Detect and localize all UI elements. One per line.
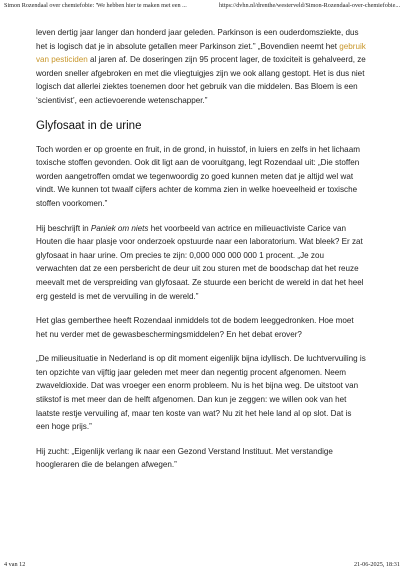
print-datetime: 21-06-2025, 18:31 <box>353 561 400 568</box>
article-paragraph: Toch worden er op groente en fruit, in de grond, in huisstof, in luiers en zelfs in het lichaam toxische stoffen gevonden. Ook dit ligt aan de vooruitgang, legt Rozendaal uit: „Die stoffen worden aangetroffen omdat we tegenwoordig zo goed kunnen meten dat je altijd wel wat vindt. We kunnen tot twaalf cijfers achter de komma zien in welke hoeveelheid er toxische stoffen voorkomen.” <box>36 144 360 208</box>
text-run: al jaren af. De doseringen zijn 95 procent lager, de toxiciteit is gehalveerd, ze worden sneller afgebroken en met die vliegtuigjes zijn we ook allang gestopt. Het is dus niet logisch dat allerlei ziektes toenemen door het gebruik van die middelen. Bas Bloem is een ‘scientivist’, een actievoerende wetenschapper.” <box>36 55 366 105</box>
article-paragraph: Hij zucht: „Eigenlijk verlang ik naar een Gezond Verstand Instituut. Met verstandige hoogleraren die de belangen afwegen.” <box>36 446 333 470</box>
text-run: het voorbeeld van actrice en milieuactiviste Carice van Houten die haar plasje voor onderzoek opstuurde naar een laboratorium. Wat bleek? Er zat glyfosaat in haar urine. Om precies te zijn: 0,000 000 000 000 1 procent. „Je zou verwachten dat ze een persbericht de deur uit zou sturen met de boodschap dat het reuze meevalt met de verspreiding van glyfosaat. Ze stuurde een bericht de wereld in dat het heel erg gesteld is met de vervuiling in de wereld.” <box>36 223 364 301</box>
article-paragraph: „De milieusituatie in Nederland is op dit moment eigenlijk bijna idyllisch. De luchtvervuiling is ten opzichte van vijftig jaar geleden met meer dan negentig procent afgenomen. Neem zwaveldioxide. Dat was vroeger een enorm probleem. Nu is het bijna weg. De uitstoot van stikstof is met meer dan de helft afgenomen. Dan kun je zeggen: we willen ook van het laatste restje vervuiling af, maar ten koste van wat? Nu zit het hele land al op slot. Dat is een hoge prijs.” <box>36 354 366 432</box>
article-paragraph: Het glas gemberthee heeft Rozendaal inmiddels tot de bodem leeggedronken. Hoe moet het nu verder met de gewasbeschermingsmiddelen? En het debat erover? <box>36 316 354 339</box>
print-header <box>4 2 400 9</box>
article-body <box>36 26 366 483</box>
book-title: Paniek om niets <box>90 223 149 233</box>
print-footer <box>4 561 400 568</box>
section-heading: Glyfosaat in de urine <box>36 119 142 132</box>
article-paragraph <box>36 26 366 108</box>
text-run: leven dertig jaar langer dan honderd jaar geleden. Parkinson is een ouderdomsziekte, dus het is logisch dat je in absolute getallen meer Parkinson ziet.” „Bovendien neemt het <box>36 28 359 51</box>
print-header-url: https://dvhn.nl/drenthe/westerveld/Simon-Rozendaal-over-chemiefobie... <box>219 2 400 9</box>
article-paragraph <box>36 222 366 304</box>
print-header-title: Simon Rozendaal over chemiefobie: 'We hebben hier te maken met een ... <box>4 2 187 9</box>
page-number: 4 van 12 <box>4 561 26 568</box>
text-run: Hij beschrijft in <box>36 223 91 233</box>
pesticides-link[interactable]: gebruik van pesticiden <box>36 41 366 65</box>
